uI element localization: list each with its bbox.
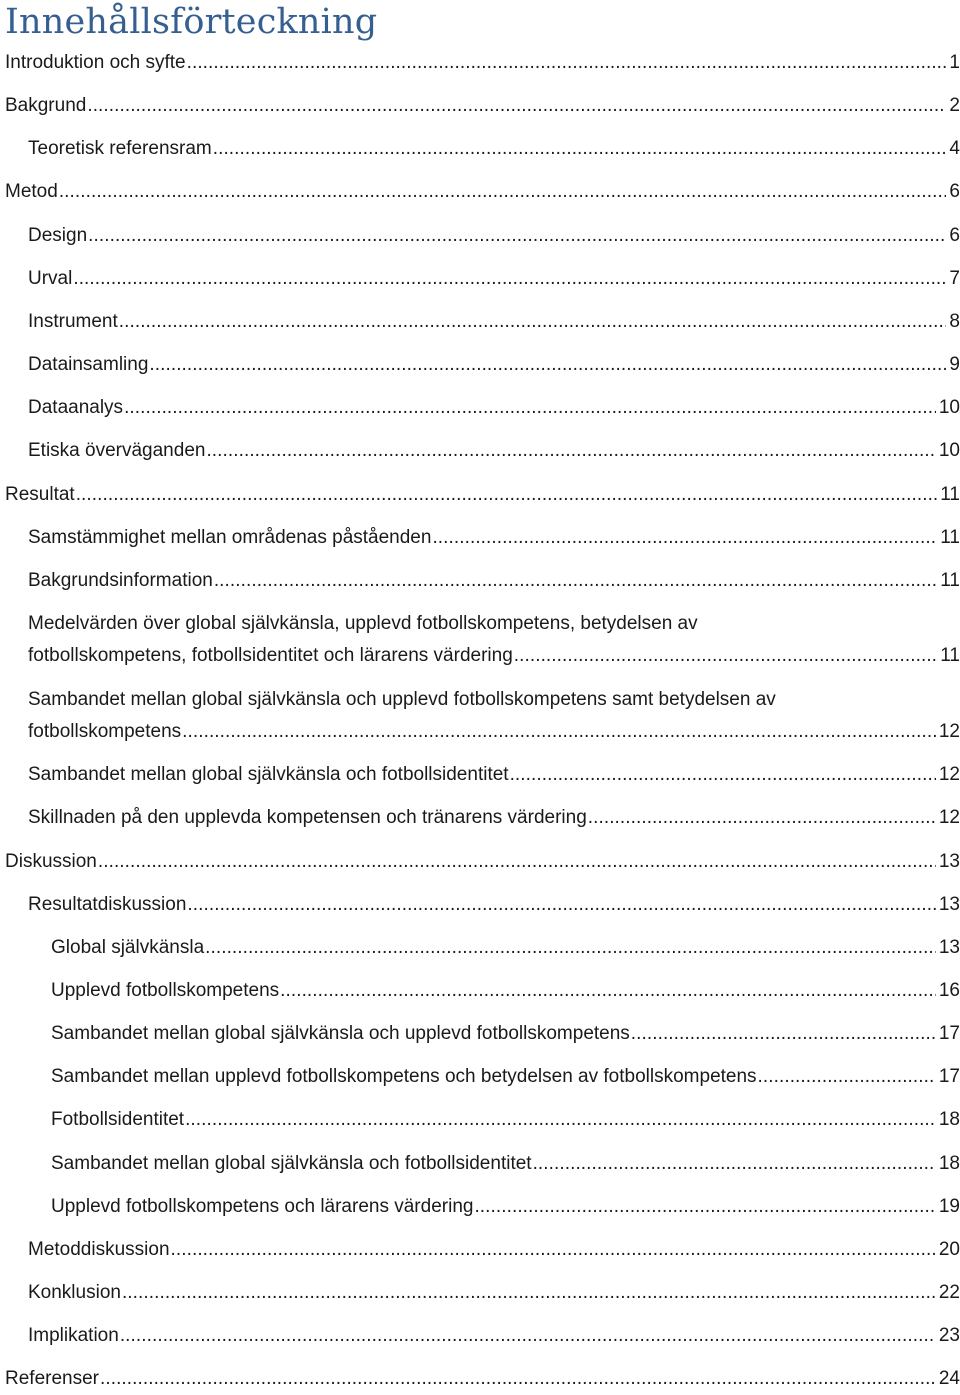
dot-leader [122, 1277, 936, 1309]
toc-entry-text: fotbollskompetens, fotbollsidentitet och lärarens värdering [28, 644, 513, 666]
toc-entry[interactable] [5, 1363, 960, 1395]
toc-page-number: 13 [938, 850, 960, 872]
dot-leader [119, 306, 947, 338]
toc-entry-line [28, 565, 960, 597]
dot-leader [758, 1061, 936, 1093]
toc-entry-text: Metod [5, 181, 58, 203]
toc-entry-text: Etiska överväganden [28, 440, 206, 462]
toc-entry-text: Teoretisk referensram [28, 138, 212, 160]
toc-entry-text: Samstämmighet mellan områdenas påståenden [28, 526, 432, 548]
toc-entry-line [28, 435, 960, 467]
toc-page-number: 10 [938, 440, 960, 462]
toc-entry-text-line1: Medelvärden över global självkänsla, upplevd fotbollskompetens, betydelsen av [28, 612, 698, 634]
dot-leader [280, 975, 936, 1007]
toc-entry-line [5, 846, 960, 878]
toc-entry-line [5, 479, 960, 511]
toc-entry[interactable] [28, 759, 960, 791]
dot-leader [514, 640, 937, 672]
toc-entry-text: Sambandet mellan global självkänsla och upplevd fotbollskompetens [51, 1023, 630, 1045]
dot-leader [187, 889, 935, 921]
toc-entry-text: Skillnaden på den upplevda kompetensen och tränarens värdering [28, 807, 587, 829]
toc-page-number: 8 [949, 310, 960, 332]
dot-leader [533, 1148, 936, 1180]
dot-leader [474, 1191, 935, 1223]
toc-entry[interactable] [51, 932, 960, 964]
toc-page-number: 4 [949, 138, 960, 160]
dot-leader [124, 392, 936, 424]
toc-entry-text: Global självkänsla [51, 936, 205, 958]
toc-page-number: 11 [940, 483, 960, 505]
toc-entry-text: Sambandet mellan upplevd fotbollskompetens och betydelsen av fotbollskompetens [51, 1066, 757, 1088]
toc-entry[interactable] [28, 522, 960, 554]
toc-entry[interactable] [5, 47, 960, 79]
toc-entry-line [28, 889, 960, 921]
toc-entry-line [5, 47, 960, 79]
dot-leader [98, 846, 936, 878]
toc-entry-line [28, 1320, 960, 1352]
toc-page-number: 1 [949, 52, 960, 73]
dot-leader [182, 716, 936, 748]
toc-entry[interactable] [51, 1104, 960, 1136]
toc-entry-text: Dataanalys [28, 397, 124, 419]
dot-leader [185, 1104, 936, 1136]
toc-entry[interactable] [51, 1061, 960, 1093]
toc-page-number: 17 [938, 1023, 960, 1045]
toc-entry-text: Sambandet mellan global självkänsla och fotbollsidentitet [28, 764, 509, 786]
toc-page-number: 6 [949, 181, 960, 203]
toc-page-number: 22 [938, 1282, 960, 1304]
dot-leader [213, 133, 947, 165]
toc-entry[interactable] [28, 1234, 960, 1266]
toc-page-number: 11 [940, 569, 960, 591]
dot-leader [171, 1234, 936, 1266]
toc-entry-line [5, 1363, 960, 1395]
toc-entry[interactable] [28, 565, 960, 597]
toc-page-number: 13 [938, 936, 960, 958]
toc-entry-line [28, 220, 960, 252]
toc-entry-line [5, 176, 960, 208]
toc-entry-text: Bakgrundsinformation [28, 569, 213, 591]
dot-leader [120, 1320, 936, 1352]
toc-entry-text: Implikation [28, 1325, 119, 1347]
toc-entry-line [28, 1277, 960, 1309]
toc-entry-line [28, 759, 960, 791]
toc-entry-text: Design [28, 224, 88, 246]
toc-page-number: 20 [938, 1238, 960, 1260]
dot-leader [206, 435, 935, 467]
toc-page-number: 19 [938, 1195, 960, 1217]
toc-entry[interactable] [28, 608, 960, 672]
toc-entry-line [28, 1234, 960, 1266]
toc-entry-text: Resultatdiskussion [28, 893, 187, 915]
toc-page-number: 17 [938, 1066, 960, 1088]
toc-entry[interactable] [28, 349, 960, 381]
dot-leader [76, 479, 938, 511]
toc-entry-line [28, 263, 960, 295]
toc-page-number: 18 [938, 1109, 960, 1131]
toc-entry[interactable] [28, 889, 960, 921]
toc-entry[interactable] [28, 392, 960, 424]
dot-leader [87, 90, 946, 122]
toc-entry-text: Upplevd fotbollskompetens [51, 980, 280, 1001]
toc-entry[interactable] [5, 176, 960, 208]
toc-entry[interactable] [5, 90, 960, 122]
toc-entry-text-line1: Sambandet mellan global självkänsla och upplevd fotbollskompetens samt betydelsen av [28, 688, 776, 710]
toc-entry-line [28, 306, 960, 338]
toc-entry-line [28, 802, 960, 834]
toc-page-number: 18 [938, 1152, 960, 1174]
toc-entry[interactable] [51, 1191, 960, 1223]
dot-leader [100, 1363, 936, 1395]
toc-entry-text: Sambandet mellan global självkänsla och fotbollsidentitet [51, 1152, 532, 1174]
toc-page-number: 10 [938, 397, 960, 419]
toc-entry-text: Diskussion [5, 850, 97, 872]
toc-entry-text: Datainsamling [28, 354, 149, 376]
toc-entry-line [5, 90, 960, 122]
dot-leader [149, 349, 946, 381]
toc-entry[interactable] [5, 846, 960, 878]
toc-page-number: 16 [938, 980, 960, 1001]
toc-entry[interactable] [28, 1320, 960, 1352]
dot-leader [73, 263, 946, 295]
toc-page-number: 7 [949, 267, 960, 289]
toc-entry-text: Fotbollsidentitet [51, 1109, 185, 1131]
dot-leader [588, 802, 936, 834]
dot-leader [432, 522, 937, 554]
toc-entry-line [28, 640, 960, 672]
toc-entry-line [51, 1191, 960, 1223]
toc-entry-line [51, 1104, 960, 1136]
toc-entry[interactable] [28, 306, 960, 338]
toc-entry-line [28, 349, 960, 381]
toc-entry-line [28, 133, 960, 165]
toc-entry[interactable] [28, 435, 960, 467]
toc-entry-text: Introduktion och syfte [5, 52, 186, 73]
toc-page-number: 24 [938, 1368, 960, 1390]
toc-entry-line [51, 975, 960, 1007]
toc-entry-line [28, 522, 960, 554]
dot-leader [214, 565, 937, 597]
toc-page-number: 9 [949, 354, 960, 376]
toc-entry[interactable] [5, 479, 960, 511]
toc-page-number: 12 [938, 764, 960, 786]
toc-entry-text: fotbollskompetens [28, 720, 182, 742]
toc-entry-text: Upplevd fotbollskompetens och lärarens värdering [51, 1195, 474, 1217]
toc-entry[interactable] [51, 1018, 960, 1050]
toc-entry-line [28, 392, 960, 424]
toc-page-number: 11 [940, 644, 960, 666]
toc-entry[interactable] [28, 802, 960, 834]
toc-entry-line [51, 1148, 960, 1180]
toc-entry-line [51, 1061, 960, 1093]
toc-page-number: 23 [938, 1325, 960, 1347]
dot-leader [631, 1018, 936, 1050]
toc-entry[interactable] [28, 1277, 960, 1309]
dot-leader [88, 220, 946, 252]
toc-entry-line [51, 932, 960, 964]
toc-entry[interactable] [51, 975, 960, 1007]
toc-entry-text: Instrument [28, 310, 118, 332]
toc-entry-text: Resultat [5, 483, 75, 505]
toc-entry[interactable] [51, 1148, 960, 1180]
toc-page-number: 6 [949, 224, 960, 246]
toc-entry-line [28, 716, 960, 748]
toc-entry-line [51, 1018, 960, 1050]
toc-entry-text: Urval [28, 267, 73, 289]
toc-page-number: 2 [949, 95, 960, 117]
page-title: Innehållsförteckning [5, 2, 378, 42]
toc-entry[interactable] [28, 133, 960, 165]
toc-page-number: 13 [938, 893, 960, 915]
dot-leader [187, 47, 947, 79]
dot-leader [59, 176, 947, 208]
toc-page-number: 11 [940, 526, 960, 548]
toc-entry-text: Konklusion [28, 1282, 121, 1304]
toc-entry-text: Referenser [5, 1368, 99, 1390]
toc-entry[interactable] [28, 220, 960, 252]
toc-entry-text: Bakgrund [5, 95, 87, 117]
dot-leader [205, 932, 936, 964]
toc-page-number: 12 [938, 720, 960, 742]
toc-page-number: 12 [938, 807, 960, 829]
toc-entry[interactable] [28, 684, 960, 748]
dot-leader [510, 759, 936, 791]
toc-entry-text: Metoddiskussion [28, 1238, 170, 1260]
toc-entry[interactable] [28, 263, 960, 295]
